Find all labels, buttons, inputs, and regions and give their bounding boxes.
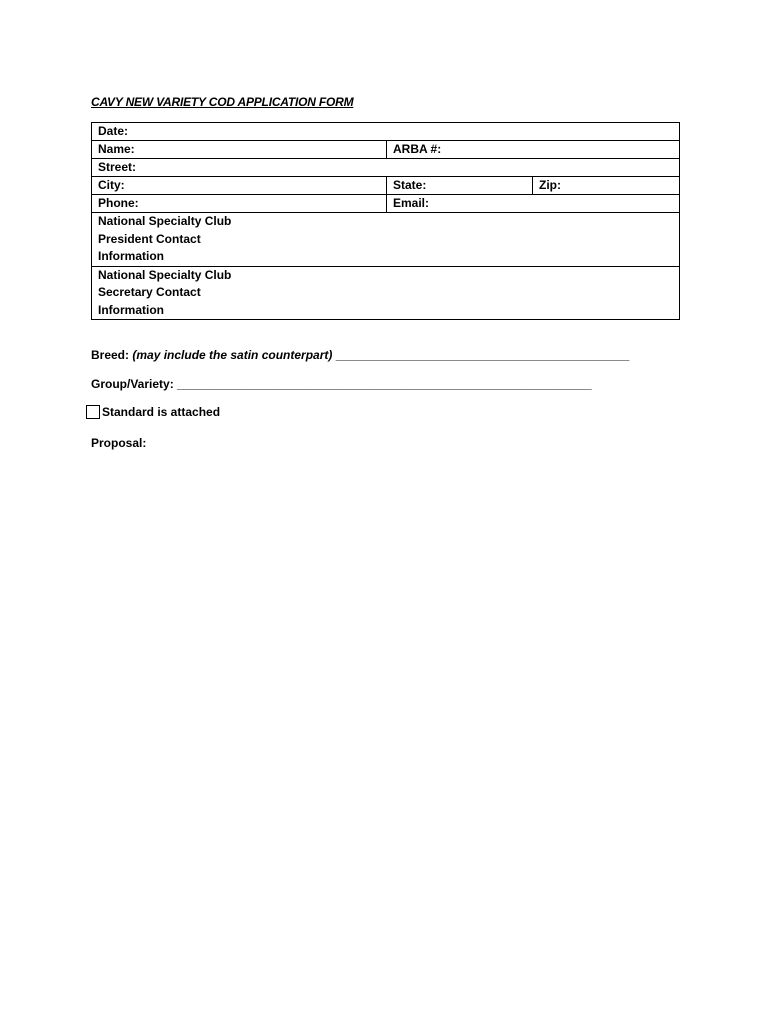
table-row-secretary xyxy=(92,266,680,320)
secretary-label-line: Information xyxy=(98,302,164,317)
table-row-city xyxy=(92,177,680,195)
street-label: Street: xyxy=(98,160,137,174)
table-row-phone xyxy=(92,195,680,213)
email-field[interactable] xyxy=(387,195,680,213)
group-variety-label: Group/Variety: xyxy=(91,377,174,391)
name-field[interactable] xyxy=(92,141,387,159)
table-row-street xyxy=(92,159,680,177)
zip-label: Zip: xyxy=(539,178,561,192)
form-title: CAVY NEW VARIETY COD APPLICATION FORM xyxy=(91,95,354,109)
arba-field[interactable] xyxy=(387,141,680,159)
applicant-info-table xyxy=(91,122,680,320)
breed-label: Breed: xyxy=(91,348,130,362)
table-row-name xyxy=(92,141,680,159)
president-label-line: Information xyxy=(98,249,164,263)
city-label: City: xyxy=(98,178,125,192)
president-label-line: President Contact xyxy=(98,231,201,246)
name-label: Name: xyxy=(98,142,135,156)
breed-row xyxy=(91,348,681,362)
zip-field[interactable] xyxy=(533,177,680,195)
street-field[interactable] xyxy=(92,159,680,177)
email-label: Email: xyxy=(393,196,430,210)
date-field[interactable] xyxy=(92,123,680,141)
date-label: Date: xyxy=(98,124,129,138)
group-variety-row xyxy=(91,377,681,391)
breed-note: (may include the satin counterpart) xyxy=(132,348,333,362)
standard-attached-checkbox[interactable] xyxy=(86,405,100,419)
city-field[interactable] xyxy=(92,177,387,195)
breed-input-line[interactable]: ______________________________________________ xyxy=(335,348,629,362)
arba-label: ARBA #: xyxy=(393,142,442,156)
secretary-contact-field[interactable] xyxy=(92,266,680,320)
table-row-president xyxy=(92,213,680,267)
group-variety-input-line[interactable]: _________________________________________________________________ xyxy=(177,377,592,391)
state-label: State: xyxy=(393,178,427,192)
standard-attached-row xyxy=(86,405,220,419)
standard-attached-label: Standard is attached xyxy=(102,405,221,419)
president-label-line: National Specialty Club xyxy=(98,214,232,228)
state-field[interactable] xyxy=(387,177,533,195)
phone-field[interactable] xyxy=(92,195,387,213)
proposal-label: Proposal: xyxy=(91,436,147,450)
secretary-label-line: National Specialty Club xyxy=(98,267,232,282)
phone-label: Phone: xyxy=(98,196,139,210)
secretary-label-line: Secretary Contact xyxy=(98,285,201,299)
table-row-date xyxy=(92,123,680,141)
president-contact-field[interactable] xyxy=(92,213,680,267)
